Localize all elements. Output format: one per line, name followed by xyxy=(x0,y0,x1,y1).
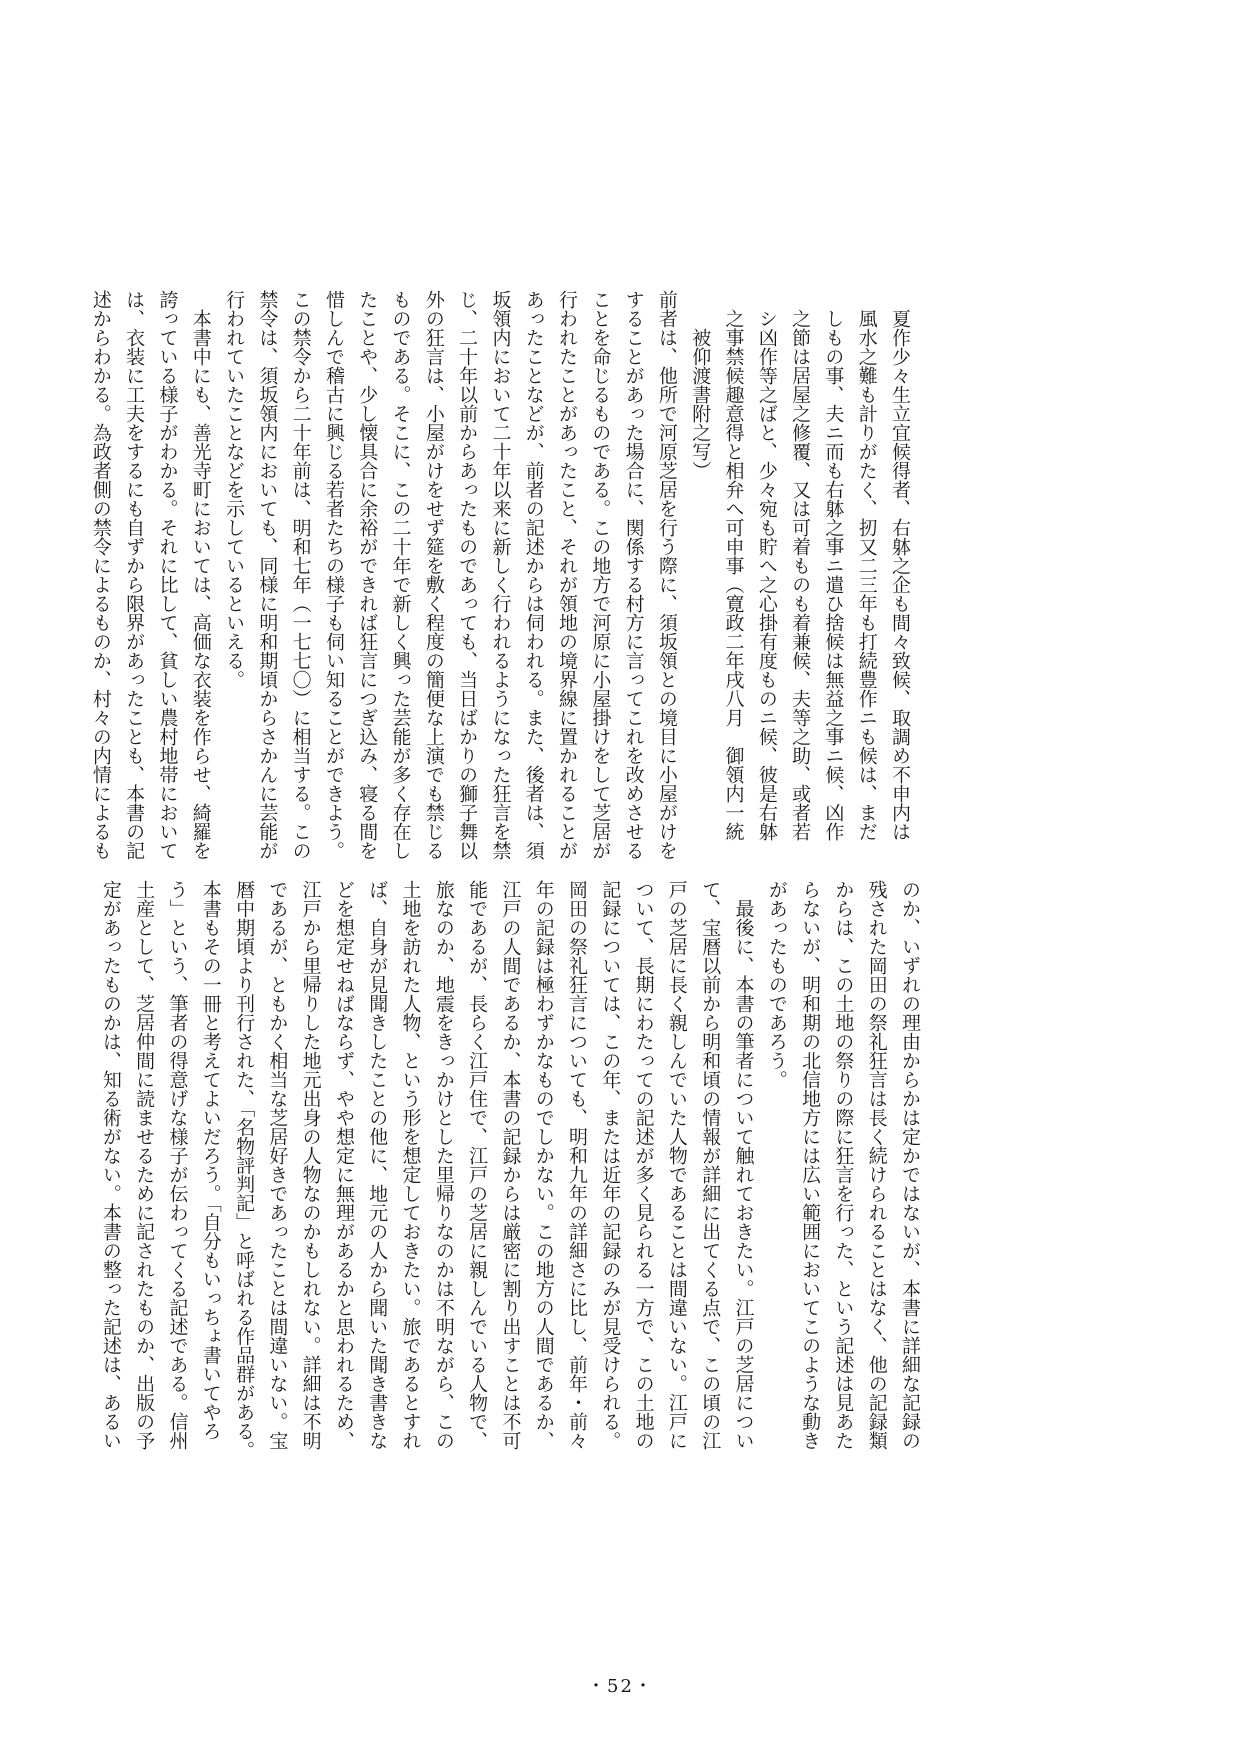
text-line: て、宝暦以前から明和頃の情報が詳細に出てくる点で、この頃の江 xyxy=(699,880,722,1450)
text-line: ことを命じるものである。この地方で河原に小屋掛けをして芝居が xyxy=(589,290,612,860)
text-line: 被仰渡書附之写） xyxy=(689,328,712,480)
text-line: ついて、長期にわたっての記述が多く見られる一方で、この土地の xyxy=(632,880,655,1450)
text-line: 岡田の祭礼狂言についても、明和九年の詳細さに比し、前年・前々 xyxy=(566,880,589,1450)
text-line: 本書中にも、善光寺町においては、高価な衣装を作らせ、綺羅を xyxy=(189,309,212,860)
text-line: 江戸の人間であるか、本書の記録からは厳密に割り出すことは不可 xyxy=(499,880,522,1450)
text-line: 最後に、本書の筆者について触れておきたい。江戸の芝居につい xyxy=(732,899,755,1450)
lower-text-block xyxy=(99,880,926,1460)
text-line: 残された岡田の祭礼狂言は長く続けられることはなく、他の記録類 xyxy=(865,880,888,1450)
text-line: 述からわかる。為政者側の禁令によるものか、村々の内情によるも xyxy=(89,290,112,860)
text-line: 外の狂言は、小屋がけをせず筵を敷く程度の簡便な上演でも禁じる xyxy=(422,290,445,860)
upper-text-block xyxy=(89,290,916,860)
text-line: 惜しんで稽古に興じる若者たちの様子も伺い知ることができよう。 xyxy=(322,290,345,860)
text-line: しもの事、夫ニ而も右躰之事ニ遣ひ捨候は無益之事ニ候、凶作 xyxy=(822,309,845,841)
text-line: ば、自身が見聞きしたことの他に、地元の人から聞いた聞き書きな xyxy=(366,880,389,1450)
text-line: 之節は居屋之修覆、又は可着ものも着兼候、夫等之助、或者若 xyxy=(789,309,812,841)
text-line: 行われていたことなどを示しているといえる。 xyxy=(223,290,246,689)
text-line: この禁令から二十年前は、明和七年（一七七〇）に相当する。この xyxy=(289,290,312,860)
text-line: 戸の芝居に長く親しんでいた人物であることは間違いない。江戸に xyxy=(665,880,688,1450)
text-line: たことや、少し懐具合に余裕ができれば狂言につぎ込み、寝る間を xyxy=(356,290,379,860)
text-line: 能であるが、長らく江戸住で、江戸の芝居に親しんでいる人物で、 xyxy=(466,880,489,1450)
text-line: 坂領内において二十年以来に新しく行われるようになった狂言を禁 xyxy=(489,290,512,860)
text-line: であるが、ともかく相当な芝居好きであったことは間違いない。宝 xyxy=(266,880,289,1450)
text-line: じ、二十年以前からあったものであっても、当日ばかりの獅子舞以 xyxy=(456,290,479,860)
text-line: のか、いずれの理由からかは定かではないが、本書に詳細な記録の xyxy=(899,880,921,1450)
text-line: 記録については、この年、または近年の記録のみが見受けられる。 xyxy=(599,880,622,1450)
text-line: 行われたことがあったこと、それが領地の境界線に置かれることが xyxy=(556,290,579,860)
text-line: があったものであろう。 xyxy=(765,880,788,1089)
text-line: 暦中期頃より刊行された、「名物評判記」と呼ばれる作品群がある。 xyxy=(233,880,256,1460)
text-line: 旅なのか、地震をきっかけとした里帰りなのかは不明ながら、この xyxy=(432,880,455,1450)
text-line: 年の記録は極わずかなものでしかない。この地方の人間であるか、 xyxy=(532,880,555,1450)
text-line: 土産として、芝居仲間に読ませるために記されたものか、出版の予 xyxy=(133,880,156,1450)
text-line: 本書もその一冊と考えてよいだろう。「自分もいっちょ書いてやろ xyxy=(199,880,222,1441)
text-line: らないが、明和期の北信地方には広い範囲においてこのような動き xyxy=(799,880,822,1450)
text-line: う」という、筆者の得意げな様子が伝わってくる記述である。信州 xyxy=(166,880,189,1450)
text-line: 禁令は、須坂領内においても、同様に明和期頃からさかんに芸能が xyxy=(256,290,279,860)
text-line: は、衣装に工夫をするにも自ずから限界があったことも、本書の記 xyxy=(123,290,146,860)
text-line: あったことなどが、前者の記述からは伺われる。また、後者は、須 xyxy=(522,290,545,860)
text-line: どを想定せねばならず、やや想定に無理があるかと思われるため、 xyxy=(332,880,355,1450)
text-line: からは、この土地の祭りの際に狂言を行った、という記述は見あた xyxy=(832,880,855,1450)
text-line: 誇っている様子がわかる。それに比して、貧しい農村地帯において xyxy=(156,290,179,860)
text-line: シ凶作等之ばと、少々宛も貯へ之心掛有度ものニ候、彼是右躰 xyxy=(755,309,778,841)
text-line: 夏作少々生立宜候得者、右躰之企も間々致候、取調め不申内は xyxy=(889,309,911,841)
page-number: ・52・ xyxy=(587,1676,654,1697)
text-line: 土地を訪れた人物、という形を想定しておきたい。旅であるとすれ xyxy=(399,880,422,1450)
text-line: 風水之難も計りがたく、扨又二三年も打続豊作ニも候は、まだ xyxy=(855,309,878,841)
text-line: 定があったものかは、知る術がない。本書の整った記述は、あるい xyxy=(99,880,122,1450)
text-line: 之事禁候趣意得と相弁へ可申事（寛政二年戌八月 御領内一統 xyxy=(722,309,745,841)
text-line: ものである。そこに、この二十年で新しく興った芸能が多く存在し xyxy=(389,290,412,860)
text-line: することがあった場合に、関係する村方に言ってこれを改めさせる xyxy=(622,290,645,860)
text-line: 江戸から里帰りした地元出身の人物なのかもしれない。詳細は不明 xyxy=(299,880,322,1450)
text-line: 前者は、他所で河原芝居を行う際に、須坂領との境目に小屋がけを xyxy=(655,290,678,860)
